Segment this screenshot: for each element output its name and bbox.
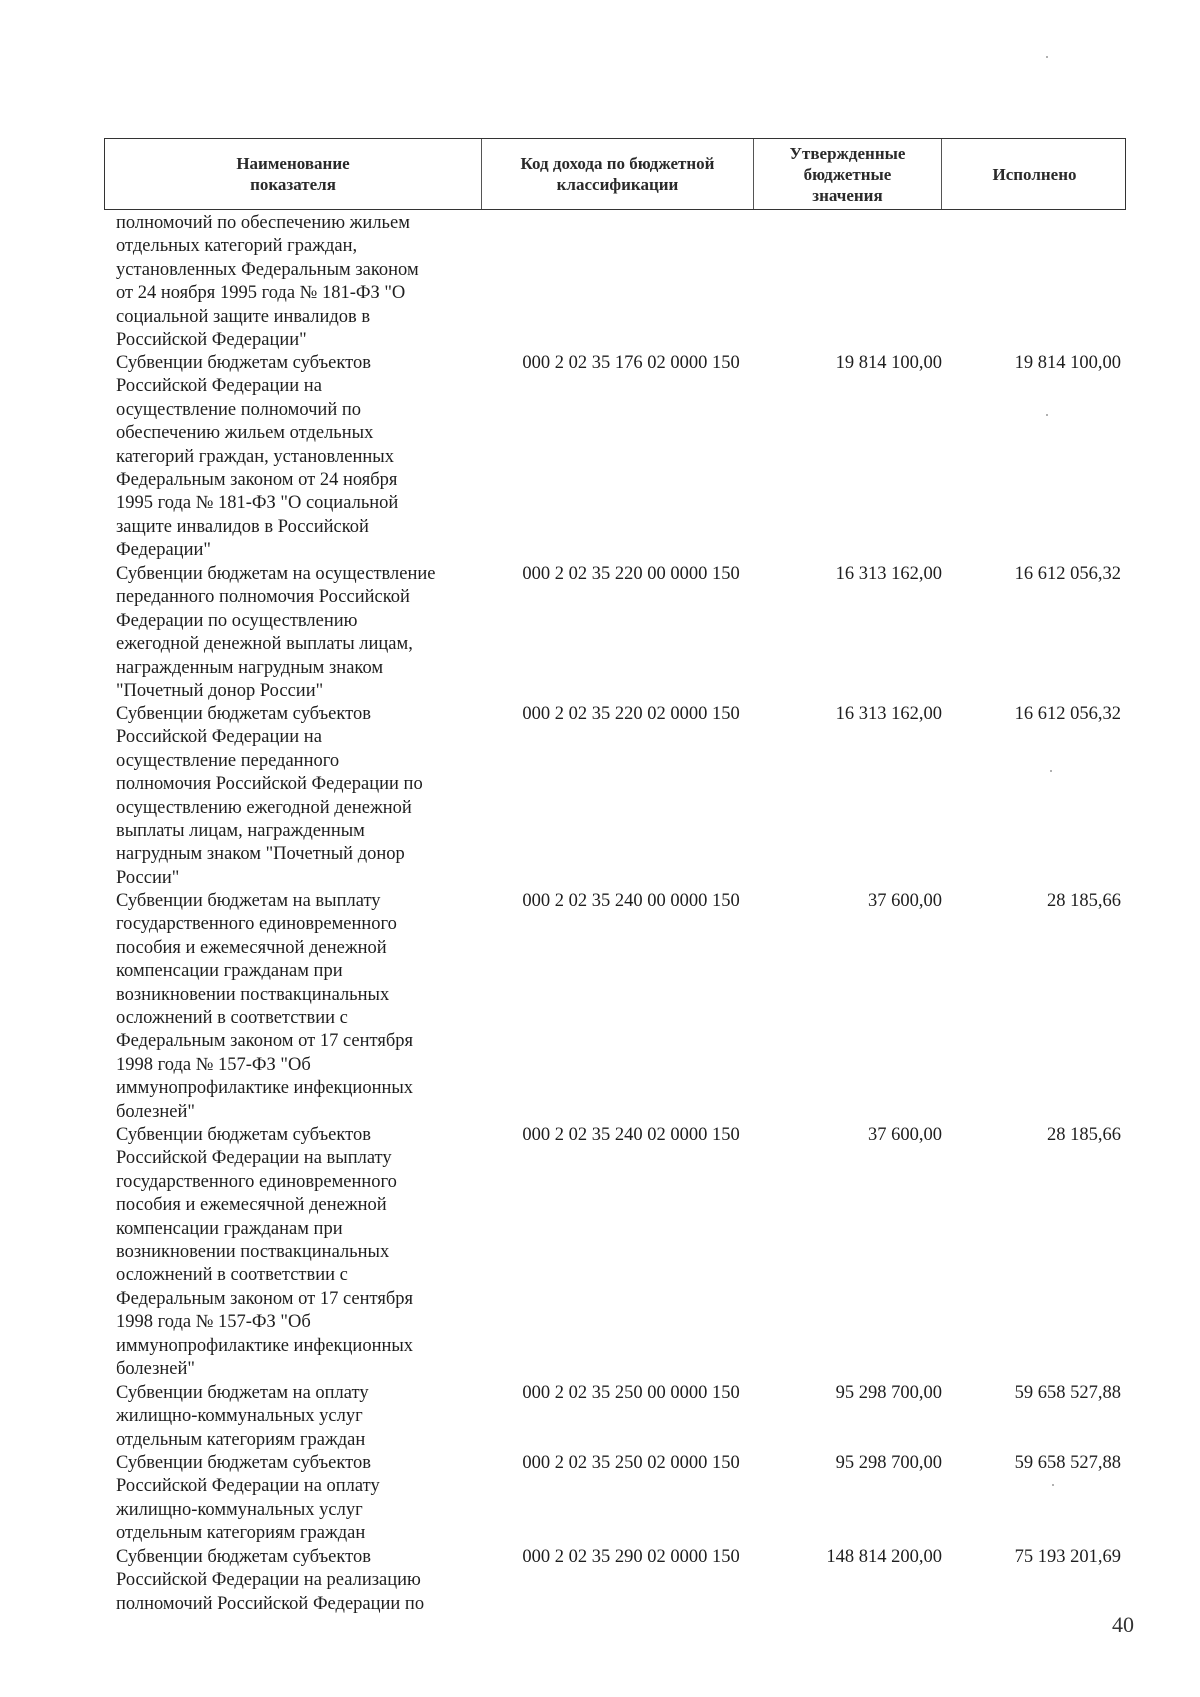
- row-code: 000 2 02 35 240 02 0000 150: [522, 1125, 740, 1145]
- row-executed: 59 658 527,88: [1014, 1453, 1121, 1473]
- row-executed: 28 185,66: [1047, 891, 1121, 911]
- row-name: Субвенции бюджетам на оплату жилищно-коммунальных услуг отдельным категориям граждан: [116, 1383, 369, 1450]
- row-name: Субвенции бюджетам на выплату государственного единовременного пособия и ежемесячной денежной компенсации гражданам при возникновении поствакцинальных осложнений в соответствии с Федеральным законом от 17 сентября 1998 года № 157-ФЗ "Об иммунопрофилактике инфекционных болезней": [116, 891, 414, 1122]
- row-code: 000 2 02 35 220 02 0000 150: [522, 704, 740, 724]
- page-number: 40: [1112, 1612, 1134, 1637]
- row-approved: 16 313 162,00: [835, 704, 942, 724]
- row-executed: 28 185,66: [1047, 1125, 1121, 1145]
- row-approved: 148 814 200,00: [826, 1547, 942, 1567]
- header-executed: Исполнено: [941, 139, 1127, 209]
- row-approved: 19 814 100,00: [835, 353, 942, 373]
- scan-speck: [1046, 56, 1048, 58]
- row-code: 000 2 02 35 220 00 0000 150: [522, 564, 740, 584]
- table-header: [104, 138, 1126, 210]
- row-code: 000 2 02 35 240 00 0000 150: [522, 891, 740, 911]
- header-approved: Утвержденные бюджетные значения: [753, 139, 941, 209]
- row-approved: 37 600,00: [868, 891, 942, 911]
- scan-speck: [1052, 1484, 1054, 1486]
- row-name: Субвенции бюджетам субъектов Российской Федерации на реализацию полномочий Российской Федерации по: [116, 1547, 425, 1614]
- row-name: Субвенции бюджетам субъектов Российской Федерации на оплату жилищно-коммунальных услуг отдельным категориям граждан: [116, 1453, 380, 1544]
- row-code: 000 2 02 35 176 02 0000 150: [522, 353, 740, 373]
- header-name: Наименование показателя: [236, 154, 350, 194]
- scan-speck: [1046, 414, 1048, 416]
- row-executed: 16 612 056,32: [1014, 704, 1121, 724]
- row-name: Субвенции бюджетам субъектов Российской Федерации на осуществление полномочий по обеспечению жильем отдельных категорий граждан, установленных Федеральным законом от 24 ноября 1995 года № 181-ФЗ "О социальной защите инвалидов в Российской Федерации": [116, 353, 399, 561]
- row-code: 000 2 02 35 250 02 0000 150: [522, 1453, 740, 1473]
- row-executed: 19 814 100,00: [1014, 353, 1121, 373]
- row-approved: 95 298 700,00: [835, 1383, 942, 1403]
- row-name: Субвенции бюджетам субъектов Российской Федерации на осуществление переданного полномочия Российской Федерации по осуществлению ежегодной денежной выплаты лицам, награжденным нагрудным знаком "Почетный донор России": [116, 704, 423, 888]
- header-code: Код дохода по бюджетной классификации: [481, 139, 753, 209]
- row-executed: 59 658 527,88: [1014, 1383, 1121, 1403]
- row-approved: 95 298 700,00: [835, 1453, 942, 1473]
- row-approved: 37 600,00: [868, 1125, 942, 1145]
- row-executed: 16 612 056,32: [1014, 564, 1121, 584]
- row-code: 000 2 02 35 250 00 0000 150: [522, 1383, 740, 1403]
- row-approved: 16 313 162,00: [835, 564, 942, 584]
- row-name: полномочий по обеспечению жильем отдельных категорий граждан, установленных Федеральным законом от 24 ноября 1995 года № 181-ФЗ "О социальной защите инвалидов в Российской Федерации": [116, 213, 419, 351]
- row-code: 000 2 02 35 290 02 0000 150: [522, 1547, 740, 1567]
- row-name: Субвенции бюджетам субъектов Российской Федерации на выплату государственного единовременного пособия и ежемесячной денежной компенсации гражданам при возникновении поствакцинальных осложнений в соответствии с Федеральным законом от 17 сентября 1998 года № 157-ФЗ "Об иммунопрофилактике инфекционных болезней": [116, 1125, 414, 1380]
- row-name: Субвенции бюджетам на осуществление переданного полномочия Российской Федерации по осуществлению ежегодной денежной выплаты лицам, награжденным нагрудным знаком "Почетный донор России": [116, 564, 436, 702]
- row-executed: 75 193 201,69: [1014, 1547, 1121, 1567]
- scan-speck: [1050, 770, 1052, 772]
